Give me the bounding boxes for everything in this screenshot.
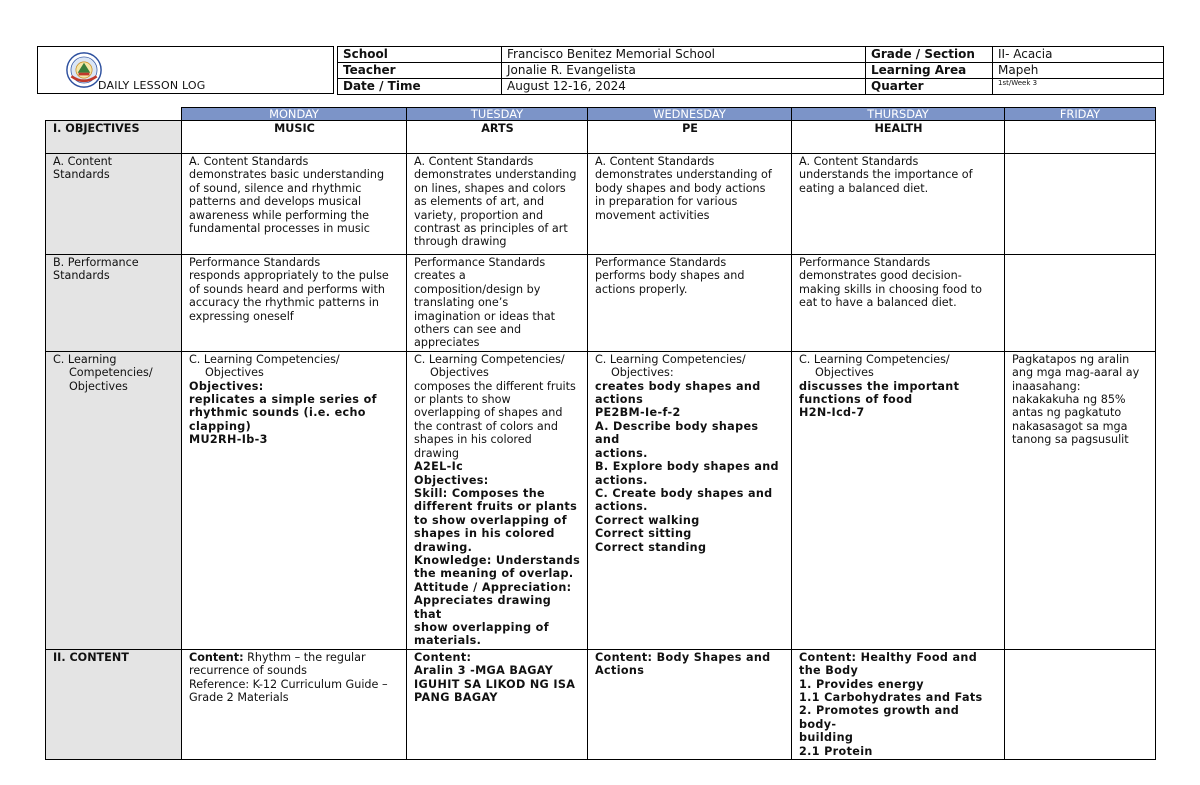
content-standards-friday	[1005, 154, 1156, 255]
content-tuesday	[407, 649, 588, 759]
text-line: building	[799, 731, 854, 745]
day-header-friday: FRIDAY	[1005, 108, 1156, 121]
grade-section-value: II- Acacia	[993, 47, 1164, 63]
text-line: appreciates	[414, 336, 480, 350]
text-line: A. Describe body shapes and	[595, 419, 759, 447]
wednesday-lc-objectives	[595, 380, 785, 554]
text-line: Skill: Composes the	[414, 486, 545, 500]
content-standards-label	[46, 154, 182, 255]
date-time-value: August 12-16, 2024	[502, 79, 866, 95]
content-standards-row	[46, 154, 1156, 255]
text-line: actions.	[595, 473, 648, 487]
wednesday-lc-heading	[595, 353, 785, 380]
text-line: in preparation for various	[595, 195, 738, 209]
text-line: tanong sa pagsusulit	[1012, 433, 1129, 447]
performance-standards-monday	[182, 255, 407, 352]
text-line: performs body shapes and	[595, 269, 745, 283]
learning-competencies-monday	[182, 351, 407, 649]
text-line: others can see and	[414, 323, 522, 337]
text-line: awareness while performing the	[189, 208, 370, 222]
text-line: ang mga mag-aaral ay	[1012, 366, 1140, 380]
text-line: Standards	[53, 168, 110, 182]
subject-wednesday: PE	[588, 121, 792, 154]
text-line: overlapping of shapes and	[414, 406, 563, 420]
text-line: responds appropriately to the pulse	[189, 269, 389, 283]
text-line: Grade 2 Materials	[189, 691, 289, 704]
header-title-box	[37, 46, 334, 94]
day-header-tuesday: TUESDAY	[407, 108, 588, 121]
text-line: actions properly.	[595, 282, 688, 296]
text-line: C. Create body shapes and	[595, 486, 773, 500]
text-line: 2.1 Protein	[799, 744, 873, 758]
text-line: antas ng pagkatuto	[1012, 406, 1122, 420]
text-line: through drawing	[414, 235, 507, 249]
text-line: imagination or ideas that	[414, 309, 556, 323]
day-header-wednesday: WEDNESDAY	[588, 108, 792, 121]
school-label: School	[338, 47, 502, 63]
subject-thursday: HEALTH	[792, 121, 1005, 154]
text-line: creates a	[414, 269, 466, 283]
quarter-value: 1st/Week 3	[993, 79, 1164, 95]
text-line: A. Content Standards	[189, 155, 309, 168]
content-wednesday	[588, 649, 792, 759]
content-friday	[1005, 649, 1156, 759]
text-line: translating one’s	[414, 296, 509, 310]
learning-competencies-wednesday	[588, 351, 792, 649]
text-line: Correct standing	[595, 540, 707, 554]
objectives-subject-row	[46, 121, 1156, 154]
text-line: discusses the important	[799, 379, 960, 393]
learning-competencies-row	[46, 351, 1156, 649]
text-line: composition/design by	[414, 282, 541, 296]
content-standards-thursday	[792, 154, 1005, 255]
text-line: Appreciates drawing that	[414, 594, 552, 621]
text-line: Performance Standards	[799, 256, 931, 269]
text-line: Content: Body Shapes and	[595, 650, 771, 664]
text-line: Objectives	[430, 366, 489, 380]
learning-area-value: Mapeh	[993, 63, 1164, 79]
performance-standards-row	[46, 255, 1156, 352]
text-line: C. Learning Competencies/	[189, 352, 340, 366]
text-line: Competencies/	[69, 366, 153, 380]
text-line: accuracy the rhythmic patterns in	[189, 296, 379, 310]
text-line: A. Content Standards	[414, 155, 534, 168]
thursday-lc-objectives	[799, 380, 998, 420]
text-line: 2. Promotes growth and body-	[799, 704, 960, 731]
text-line: Performance Standards	[414, 256, 546, 269]
text-line: Performance Standards	[595, 256, 727, 269]
text-line: drawing.	[414, 540, 473, 554]
text-line: composes the different fruits	[414, 379, 576, 393]
tuesday-lc-objectives	[414, 460, 581, 648]
text-line: actions.	[595, 500, 648, 514]
text-line: Objectives	[69, 379, 128, 393]
learning-competencies-thursday	[792, 351, 1005, 649]
text-line: Reference: K-12 Curriculum Guide –	[189, 677, 388, 691]
division-seal-logo	[66, 52, 102, 88]
text-line: nakakakuha ng 85%	[1012, 393, 1126, 407]
text-line: functions of food	[799, 393, 913, 407]
tuesday-lc-text	[414, 380, 581, 460]
text-line: different fruits or plants	[414, 500, 578, 514]
text-line: eating a balanced diet.	[799, 181, 929, 195]
day-header-monday: MONDAY	[182, 108, 407, 121]
objectives-label: I. OBJECTIVES	[46, 121, 182, 154]
text-line: patterns and develops musical	[189, 195, 362, 209]
performance-standards-label	[46, 255, 182, 352]
teacher-value: Jonalie R. Evangelista	[502, 63, 866, 79]
text-line: clapping)	[189, 419, 252, 433]
text-line: actions	[595, 393, 644, 407]
monday-lc-heading	[189, 353, 400, 380]
text-line: 1. Provides energy	[799, 677, 924, 691]
text-line: the Body	[799, 664, 859, 678]
text-line: to show overlapping of	[414, 513, 567, 527]
text-line: C. Learning Competencies/	[595, 352, 746, 366]
teacher-label: Teacher	[338, 63, 502, 79]
text-line: demonstrates basic understanding	[189, 168, 385, 182]
text-line: Performance Standards	[189, 256, 321, 269]
content-monday	[182, 649, 407, 759]
text-line: demonstrates understanding	[414, 168, 577, 182]
day-header-thursday: THURSDAY	[792, 108, 1005, 121]
text-line: shapes in his colored	[414, 527, 555, 541]
school-value: Francisco Benitez Memorial School	[502, 47, 866, 63]
text-line: expressing oneself	[189, 309, 294, 323]
date-time-label: Date / Time	[338, 79, 502, 95]
text-line: demonstrates understanding of	[595, 168, 772, 182]
text-line: or plants to show	[414, 393, 511, 407]
text-line: understands the importance of	[799, 168, 973, 182]
text-line: nakasasagot sa mga	[1012, 419, 1128, 433]
quarter-label: Quarter	[866, 79, 993, 95]
text-line: Correct sitting	[595, 527, 692, 541]
text-line: B. Performance	[53, 256, 139, 269]
text-line: C. Learning Competencies/	[799, 352, 950, 366]
grade-section-label: Grade / Section	[866, 47, 993, 63]
text-line: show overlapping of	[414, 620, 549, 634]
text-line: A. Content Standards	[799, 155, 919, 168]
day-header-row	[46, 108, 1156, 121]
text-line: fundamental processes in music	[189, 222, 370, 236]
lesson-log-table	[45, 107, 1156, 760]
text-line: variety, proportion and	[414, 208, 544, 222]
content-standards-wednesday	[588, 154, 792, 255]
learning-area-label: Learning Area	[866, 63, 993, 79]
text-line: Objectives:	[611, 366, 674, 380]
content-monday-key: Content:	[189, 650, 244, 664]
text-line: Content:	[414, 650, 472, 664]
daily-lesson-log-title: DAILY LESSON LOG	[98, 79, 206, 92]
text-line: body shapes and body actions	[595, 181, 766, 195]
text-line: replicates a simple series of	[189, 393, 377, 407]
content-standards-tuesday	[407, 154, 588, 255]
text-line: demonstrates good decision-	[799, 269, 962, 283]
text-line: C. Learning	[53, 352, 117, 366]
text-line: making skills in choosing food to	[799, 282, 982, 296]
text-line: IGUHIT SA LIKOD NG ISA	[414, 677, 576, 691]
text-line: drawing	[414, 446, 460, 460]
performance-standards-tuesday	[407, 255, 588, 352]
text-line: Knowledge: Understands	[414, 553, 581, 567]
text-line: the meaning of overlap.	[414, 567, 574, 581]
text-line: Objectives	[205, 366, 264, 380]
content-thursday	[792, 649, 1005, 759]
text-line: C. Learning Competencies/	[414, 352, 565, 366]
header-info-table	[337, 46, 1164, 95]
text-line: PANG BAGAY	[414, 691, 498, 704]
text-line: recurrence of sounds	[189, 664, 307, 678]
text-line: Pagkatapos ng aralin	[1012, 352, 1130, 366]
performance-standards-wednesday	[588, 255, 792, 352]
subject-tuesday: ARTS	[407, 121, 588, 154]
text-line: Aralin 3 -MGA BAGAY	[414, 664, 554, 678]
content-standards-monday	[182, 154, 407, 255]
text-line: 1.1 Carbohydrates and Fats	[799, 691, 983, 704]
text-line: eat to have a balanced diet.	[799, 296, 957, 310]
text-line: of sound, silence and rhythmic	[189, 181, 362, 195]
text-line: the contrast of colors and	[414, 419, 558, 433]
text-line: Actions	[595, 664, 645, 678]
text-line: inaasahang:	[1012, 379, 1081, 393]
performance-standards-friday	[1005, 255, 1156, 352]
text-line: H2N-Icd-7	[799, 406, 865, 420]
text-line: of sounds heard and performs with	[189, 282, 385, 296]
text-line: Objectives:	[189, 379, 264, 393]
subject-friday	[1005, 121, 1156, 154]
text-line: on lines, shapes and colors	[414, 181, 566, 195]
text-line: contrast as principles of art	[414, 222, 568, 236]
learning-competencies-label	[46, 351, 182, 649]
content-label: II. CONTENT	[46, 649, 182, 759]
monday-lc-objectives	[189, 380, 400, 447]
text-line: rhythmic sounds (i.e. echo	[189, 406, 366, 420]
text-line: A. Content Standards	[595, 155, 715, 168]
text-line: materials.	[414, 634, 482, 648]
learning-competencies-friday	[1005, 351, 1156, 649]
text-line: actions.	[595, 446, 648, 460]
text-line: A. Content	[53, 155, 113, 168]
text-line: Objectives	[815, 366, 874, 380]
text-line: as elements of art, and	[414, 195, 545, 209]
text-line: movement activities	[595, 208, 710, 222]
text-line: Standards	[53, 269, 110, 283]
content-row	[46, 649, 1156, 759]
text-line: PE2BM-Ie-f-2	[595, 406, 681, 420]
text-line: Rhythm – the regular	[243, 650, 366, 664]
corner-cell	[46, 108, 182, 121]
performance-standards-thursday	[792, 255, 1005, 352]
text-line: creates body shapes and	[595, 379, 761, 393]
learning-competencies-tuesday	[407, 351, 588, 649]
text-line: Attitude / Appreciation:	[414, 580, 572, 594]
text-line: MU2RH-Ib-3	[189, 433, 268, 447]
text-line: Correct walking	[595, 513, 700, 527]
thursday-lc-heading	[799, 353, 998, 380]
text-line: B. Explore body shapes and	[595, 460, 779, 474]
tuesday-lc-heading	[414, 353, 581, 380]
text-line: Objectives:	[414, 473, 489, 487]
text-line: A2EL-Ic	[414, 460, 464, 474]
text-line: shapes in his colored	[414, 433, 532, 447]
text-line: Content: Healthy Food and	[799, 650, 978, 664]
subject-monday: MUSIC	[182, 121, 407, 154]
